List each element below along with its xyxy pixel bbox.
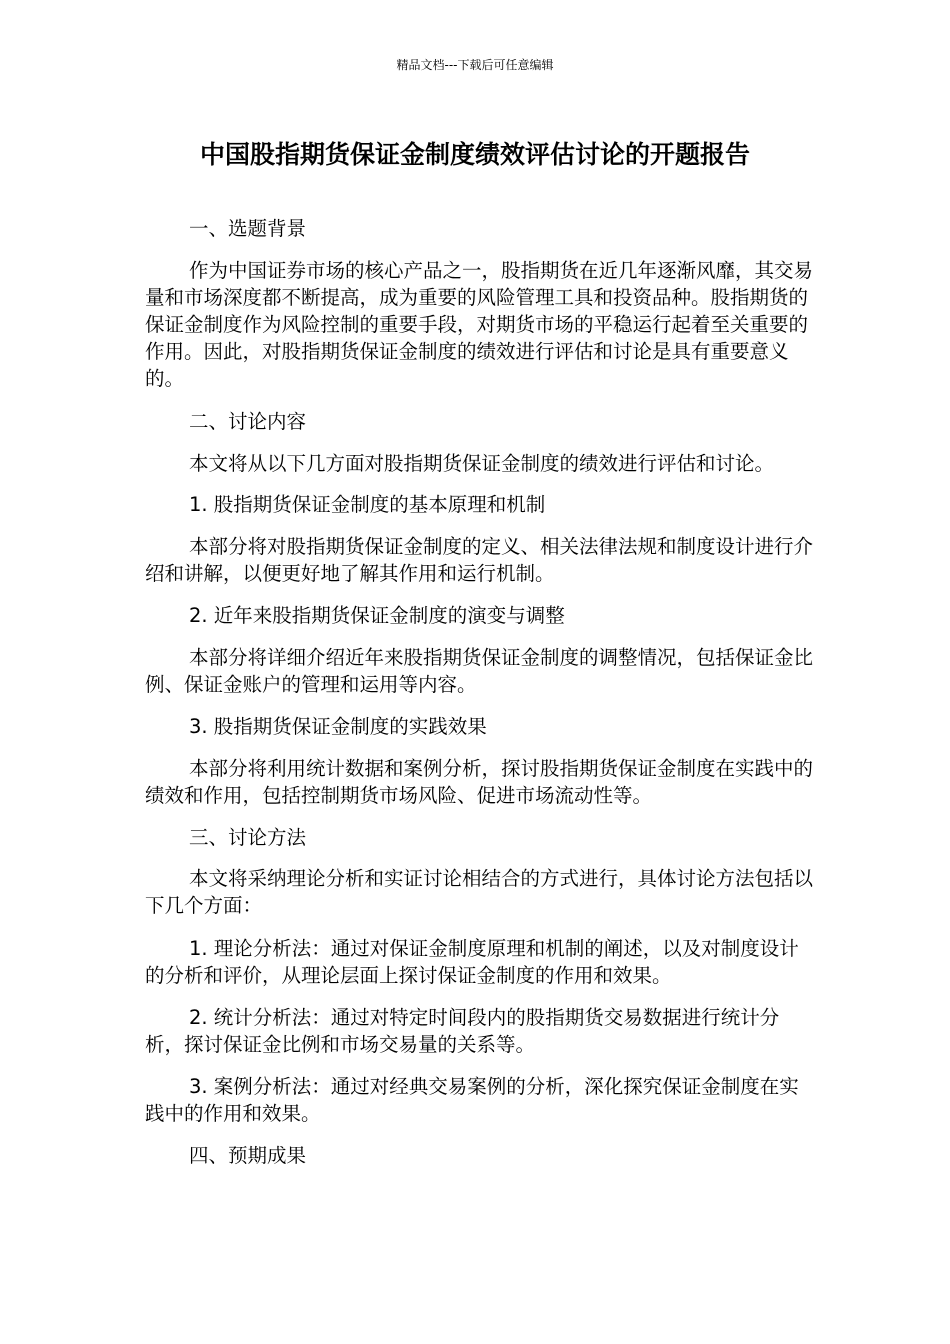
section-heading-background: 一、选题背景 [189,217,307,240]
paragraph-content-intro: 本文将从以下几方面对股指期货保证金制度的绩效进行评估和讨论。 [189,452,775,475]
document-title: 中国股指期货保证金制度绩效评估讨论的开题报告 [199,140,750,169]
paragraph-background: 作为中国证券市场的核心产品之一，股指期货在近几年逐渐风靡，其交易量和市场深度都不断提高，成为重要的风险管理工具和投资品种。股指期货的保证金制度作为风险控制的重要手段，对期货市场的平稳运行起着至关重要的作用。因此，对股指期货保证金制度的绩效进行评估和讨论是具有重要意义的。 [145,259,814,390]
subheading-principle: 1. 股指期货保证金制度的基本原理和机制 [189,493,546,516]
subheading-effect: 3. 股指期货保证金制度的实践效果 [189,715,487,738]
section-heading-outcome: 四、预期成果 [189,1144,307,1167]
subheading-evolution: 2. 近年来股指期货保证金制度的演变与调整 [189,604,565,627]
list-item-case: 3. 案例分析法：通过对经典交易案例的分析，深化探究保证金制度在实践中的作用和效果。 [145,1075,799,1125]
list-item-theory: 1. 理论分析法：通过对保证金制度原理和机制的阐述，以及对制度设计的分析和评价，从理论层面上探讨保证金制度的作用和效果。 [145,937,799,987]
section-heading-method: 三、讨论方法 [189,826,307,849]
list-item-statistics: 2. 统计分析法：通过对特定时间段内的股指期货交易数据进行统计分析，探讨保证金比例和市场交易量的关系等。 [145,1006,780,1056]
paragraph-method-intro: 本文将采纳理论分析和实证讨论相结合的方式进行，具体讨论方法包括以下几个方面： [145,867,814,917]
section-heading-content: 二、讨论内容 [189,410,307,433]
paragraph-evolution: 本部分将详细介绍近年来股指期货保证金制度的调整情况，包括保证金比例、保证金账户的管理和运用等内容。 [145,646,814,696]
paragraph-effect: 本部分将利用统计数据和案例分析，探讨股指期货保证金制度在实践中的绩效和作用，包括控制期货市场风险、促进市场流动性等。 [145,757,814,807]
header-note: 精品文档---下载后可任意编辑 [396,58,554,72]
paragraph-principle: 本部分将对股指期货保证金制度的定义、相关法律法规和制度设计进行介绍和讲解，以便更好地了解其作用和运行机制。 [145,535,814,585]
